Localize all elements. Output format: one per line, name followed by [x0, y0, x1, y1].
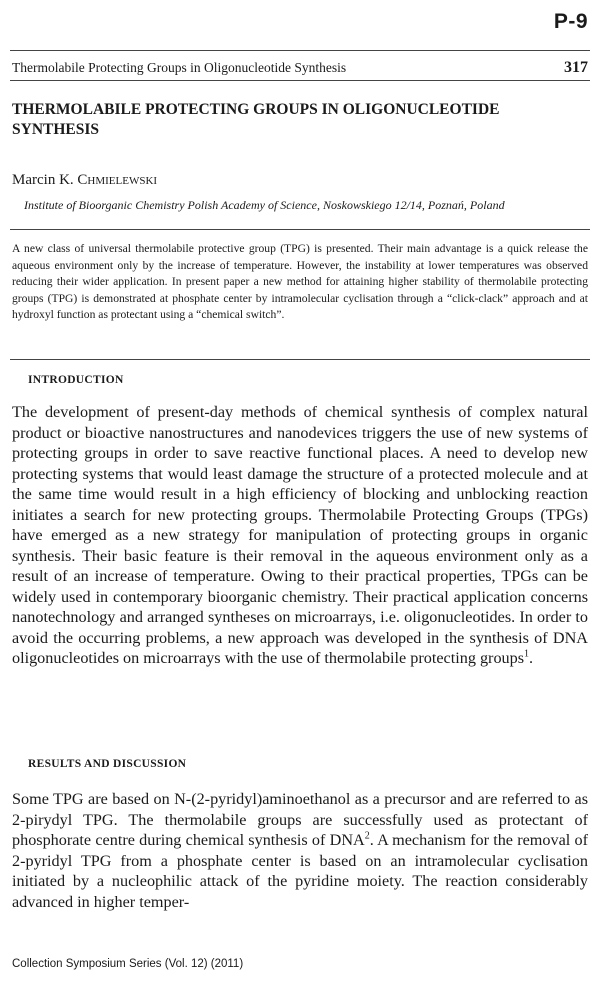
paper-code: P-9 [553, 10, 588, 33]
results-paragraph [12, 789, 588, 912]
results-text-b: . A mechanism for the removal of 2-pyridyl TPG from a phosphate center is based on an intramolecular cyclisation initiated by a nucleophilic attack of the pyridine moiety. The reaction considerably advanced in higher temper- [12, 831, 588, 911]
section-heading-introduction: INTRODUCTION [28, 374, 124, 386]
author-first-name: Marcin K. [12, 172, 78, 188]
section-heading-results: RESULTS AND DISCUSSION [28, 758, 187, 770]
introduction-paragraph [12, 402, 588, 669]
abstract-rule-top [10, 229, 590, 230]
header-rule-bottom [10, 80, 590, 81]
introduction-end: . [529, 649, 534, 667]
running-title: Thermolabile Protecting Groups in Oligonucleotide Synthesis [12, 60, 347, 75]
header-rule-top [10, 50, 590, 51]
footer-series: Collection Symposium Series (Vol. 12) (2011) [12, 958, 244, 970]
introduction-text: The development of present-day methods of chemical synthesis of complex natural product or bioactive nanostructures and nanodevices triggers the use of new systems of protecting groups in order to save reactive functional places. A need to develop new protecting systems that would least damage the structure of a protected molecule and at the same time would result in a high efficiency of blocking and unblocking reaction initiates a search for new protecting groups. Thermolabile Protecting Groups (TPGs) have emerged as a new strategy for manipulation of protecting groups in organic synthesis. Their basic feature is their removal in the aqueous environment only as a result of an increase of temperature. Owing to their practical properties, TPGs can be widely used in contemporary bioorganic chemistry. Their practical application concerns nanotechnology and arranged syntheses on microarrays, i.e. oligonucleotides. In order to avoid the occurring problems, a new approach was developed in the synthesis of DNA oligonucleotides on microarrays with the use of thermolabile protecting groups [12, 403, 588, 667]
abstract-rule-bottom [10, 359, 590, 360]
results-text-a: Some TPG are based on N-(2-pyridyl)aminoethanol as a precursor and are referred to as 2-pirydyl TPG. The thermolabile groups are successfully used as protectant of phosphorate centre during chemical synthesis of DNA [12, 790, 588, 849]
running-header [12, 59, 588, 77]
affiliation: Institute of Bioorganic Chemistry Polish Academy of Science, Noskowskiego 12/14, Poznań, Poland [24, 198, 505, 212]
citation-1: 1 [524, 648, 530, 660]
abstract: A new class of universal thermolabile protective group (TPG) is presented. Their main advantage is a quick release the aqueous environment only by the increase of temperature. However, the instability at lower temperatures was observed reducing their wider application. In present paper a new method for attaining higher stability of thermolabile protecting groups (TPG) is demonstrated at phosphate center by intramolecular cyclisation through a “click-clack” approach and at hydroxyl function as protectant using a “chemical switch”. [12, 242, 588, 321]
author-name [12, 172, 157, 189]
page-number: 317 [564, 59, 588, 76]
author-last-name: Chmielewski [77, 172, 158, 188]
citation-2: 2 [364, 830, 370, 842]
paper-title: THERMOLABILE PROTECTING GROUPS IN OLIGONUCLEOTIDE SYNTHESIS [12, 101, 500, 138]
